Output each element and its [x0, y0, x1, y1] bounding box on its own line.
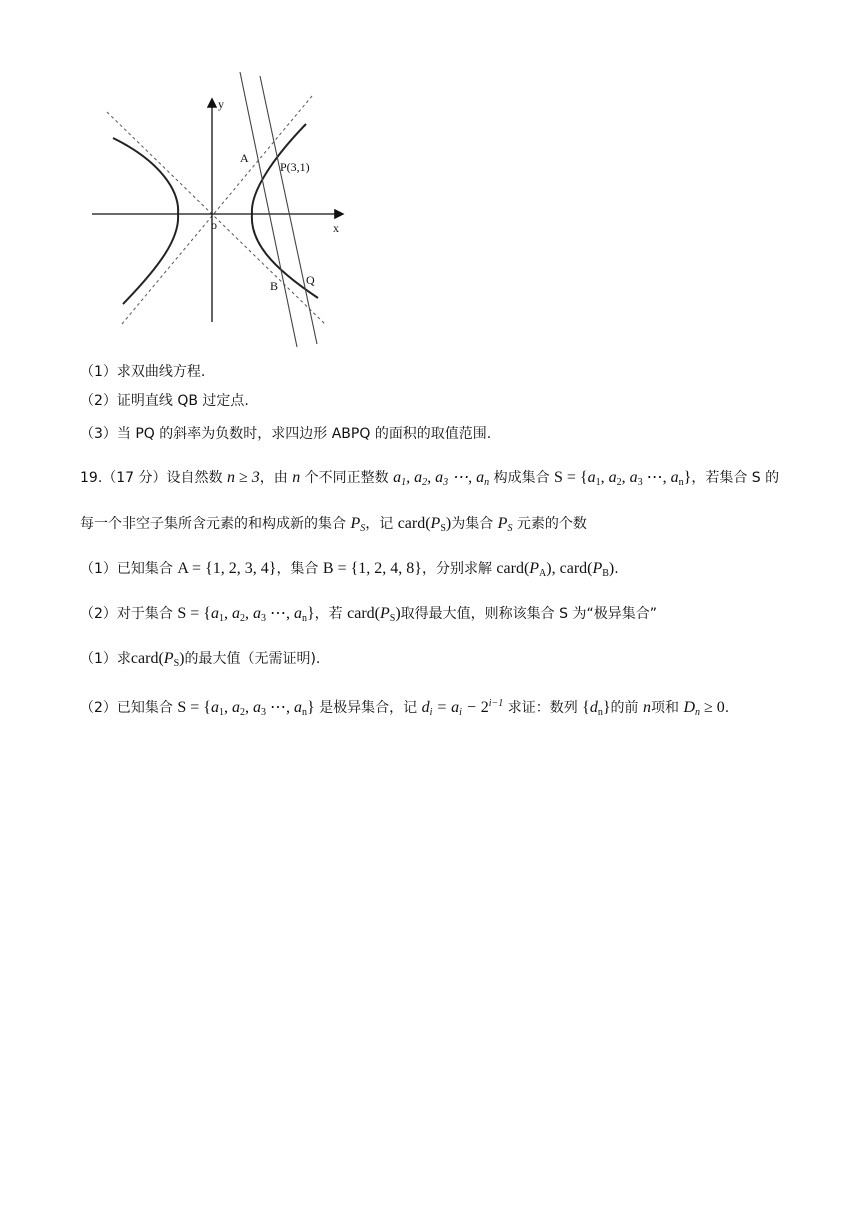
- q19-text: 项和: [651, 700, 679, 716]
- q19-text: ，分别求解: [421, 561, 492, 577]
- label-b: B: [270, 279, 279, 293]
- q19-text: 每一个非空子集所含元素的和构成新的集合: [80, 516, 346, 532]
- q19-text: （1）求: [80, 651, 131, 667]
- q19-seq: $a_1$, $a_2$, $a_3$ ⋯, $a_n$: [393, 469, 490, 488]
- dn-cond: $D_n \ge 0$: [683, 699, 725, 718]
- q19-stem-line1: [80, 468, 779, 493]
- ps-symbol: $P_S$: [497, 515, 513, 534]
- q19-text: ，若: [314, 606, 343, 622]
- q19-text: ，集合: [276, 561, 319, 577]
- q19-text: 求证：数列: [507, 700, 578, 716]
- q19-text: （2）对于集合: [80, 606, 173, 622]
- set-b: B = {1, 2, 4, 8}: [322, 560, 422, 577]
- hyperbola-right-branch: [252, 124, 318, 298]
- label-q: Q: [306, 273, 315, 287]
- q19-sub2: [80, 604, 657, 629]
- card-pa-pb: $card(P_A)$, $card(P_B)$: [496, 560, 615, 579]
- q19-sub2-1: [80, 649, 320, 674]
- q19-text: .: [724, 700, 730, 716]
- var-n: n: [643, 699, 651, 716]
- q19-text: （2）已知集合: [80, 700, 173, 716]
- q19-set-s: $S = \{a_1$, $a_2$, $a_3$ ⋯, $a_n$}: [177, 605, 315, 624]
- q18-part1: （1）求双曲线方程.: [80, 364, 206, 380]
- q19-text: ，记: [365, 516, 394, 532]
- di-formula: $d_i = a_i - 2^{i-1}$: [421, 698, 504, 718]
- q19-stem-line2: [80, 514, 587, 539]
- q19-number: 19.（17 分）设自然数: [80, 470, 223, 486]
- q19-text: （1）已知集合: [80, 561, 173, 577]
- label-y: y: [218, 97, 224, 111]
- q19-set-s: $S = \{a_1$, $a_2$, $a_3$ ⋯, $a_n$}: [554, 469, 692, 488]
- q19-text: 的最大值（无需证明).: [184, 651, 321, 667]
- q19-text: ，由: [259, 470, 288, 486]
- q19-text: 为集合: [451, 516, 494, 532]
- var-n: n: [292, 469, 301, 486]
- label-x: x: [333, 221, 339, 235]
- hyperbola-left-branch: [113, 138, 178, 304]
- ps-symbol: $P_S$: [350, 515, 366, 534]
- label-a: A: [240, 151, 249, 165]
- q19-set-s: $S = \{a_1$, $a_2$, $a_3$ ⋯, $a_n$}: [177, 699, 315, 718]
- q18-part2: （2）证明直线 QB 过定点.: [80, 393, 249, 409]
- q19-text: 个不同正整数: [304, 470, 389, 486]
- card-ps: $card(P_S)$: [397, 515, 452, 534]
- seq-dn: $\{d_n\}$: [582, 699, 611, 718]
- q19-text: ，若集合 S 的: [691, 470, 780, 486]
- q19-text: 构成集合: [493, 470, 550, 486]
- q19-text: 是极异集合，记: [319, 700, 418, 716]
- asymptote-2: [122, 96, 312, 324]
- q19-text: .: [614, 561, 619, 577]
- label-p: P(3,1): [280, 160, 310, 174]
- q19-text: 元素的个数: [516, 516, 587, 532]
- label-origin: o: [211, 218, 217, 232]
- q19-cond: n ≥ 3: [226, 469, 260, 486]
- hyperbola-diagram: [80, 66, 370, 356]
- card-ps: $card(P_S)$: [130, 650, 185, 669]
- q19-text: 的前: [610, 700, 639, 716]
- card-ps: $card(P_S)$: [347, 605, 401, 624]
- hyperbola-figure: [80, 66, 370, 356]
- q19-text: 取得最大值，则称该集合 S 为“极异集合”: [400, 606, 657, 622]
- q18-part3: （3）当 PQ 的斜率为负数时，求四边形 ABPQ 的面积的取值范围.: [80, 426, 492, 442]
- q19-sub1: [80, 559, 619, 584]
- set-a: A = {1, 2, 3, 4}: [177, 560, 277, 577]
- q19-sub2-2: [80, 694, 729, 723]
